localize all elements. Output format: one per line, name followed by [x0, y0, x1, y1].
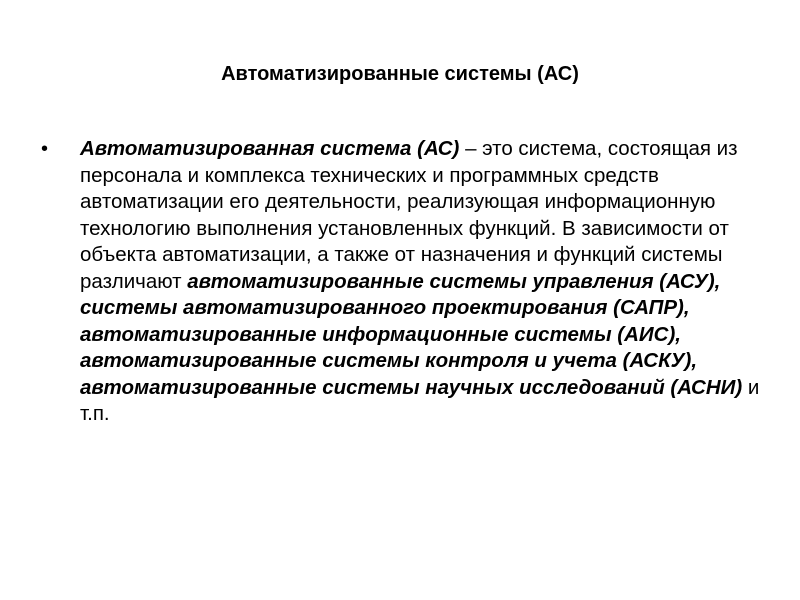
- slide-title: Автоматизированные системы (АС): [221, 63, 579, 85]
- bullet-list: [40, 136, 760, 428]
- definition-term: Автоматизированная система (АС): [80, 137, 460, 160]
- system-types: автоматизированные системы управления (АСУ), системы автоматизированного проектирования (САПР), автоматизированные информационные системы (АИС), автоматизированные системы контроля и учета (АСКУ), автоматизированные системы научных исследований (АСНИ): [80, 269, 743, 399]
- bullet-item: [40, 136, 760, 428]
- paragraph-ending: и т.п.: [80, 375, 760, 425]
- definition-text: – это система, состоящая из персонала и комплекса технических и программных средств автоматизации его деятельности, реализующая информационную технологию выполнения установленных функций. В зависимости от объекта автоматизации, а также от назначения и функций системы различают: [80, 137, 738, 293]
- bullet-icon: •: [41, 138, 49, 160]
